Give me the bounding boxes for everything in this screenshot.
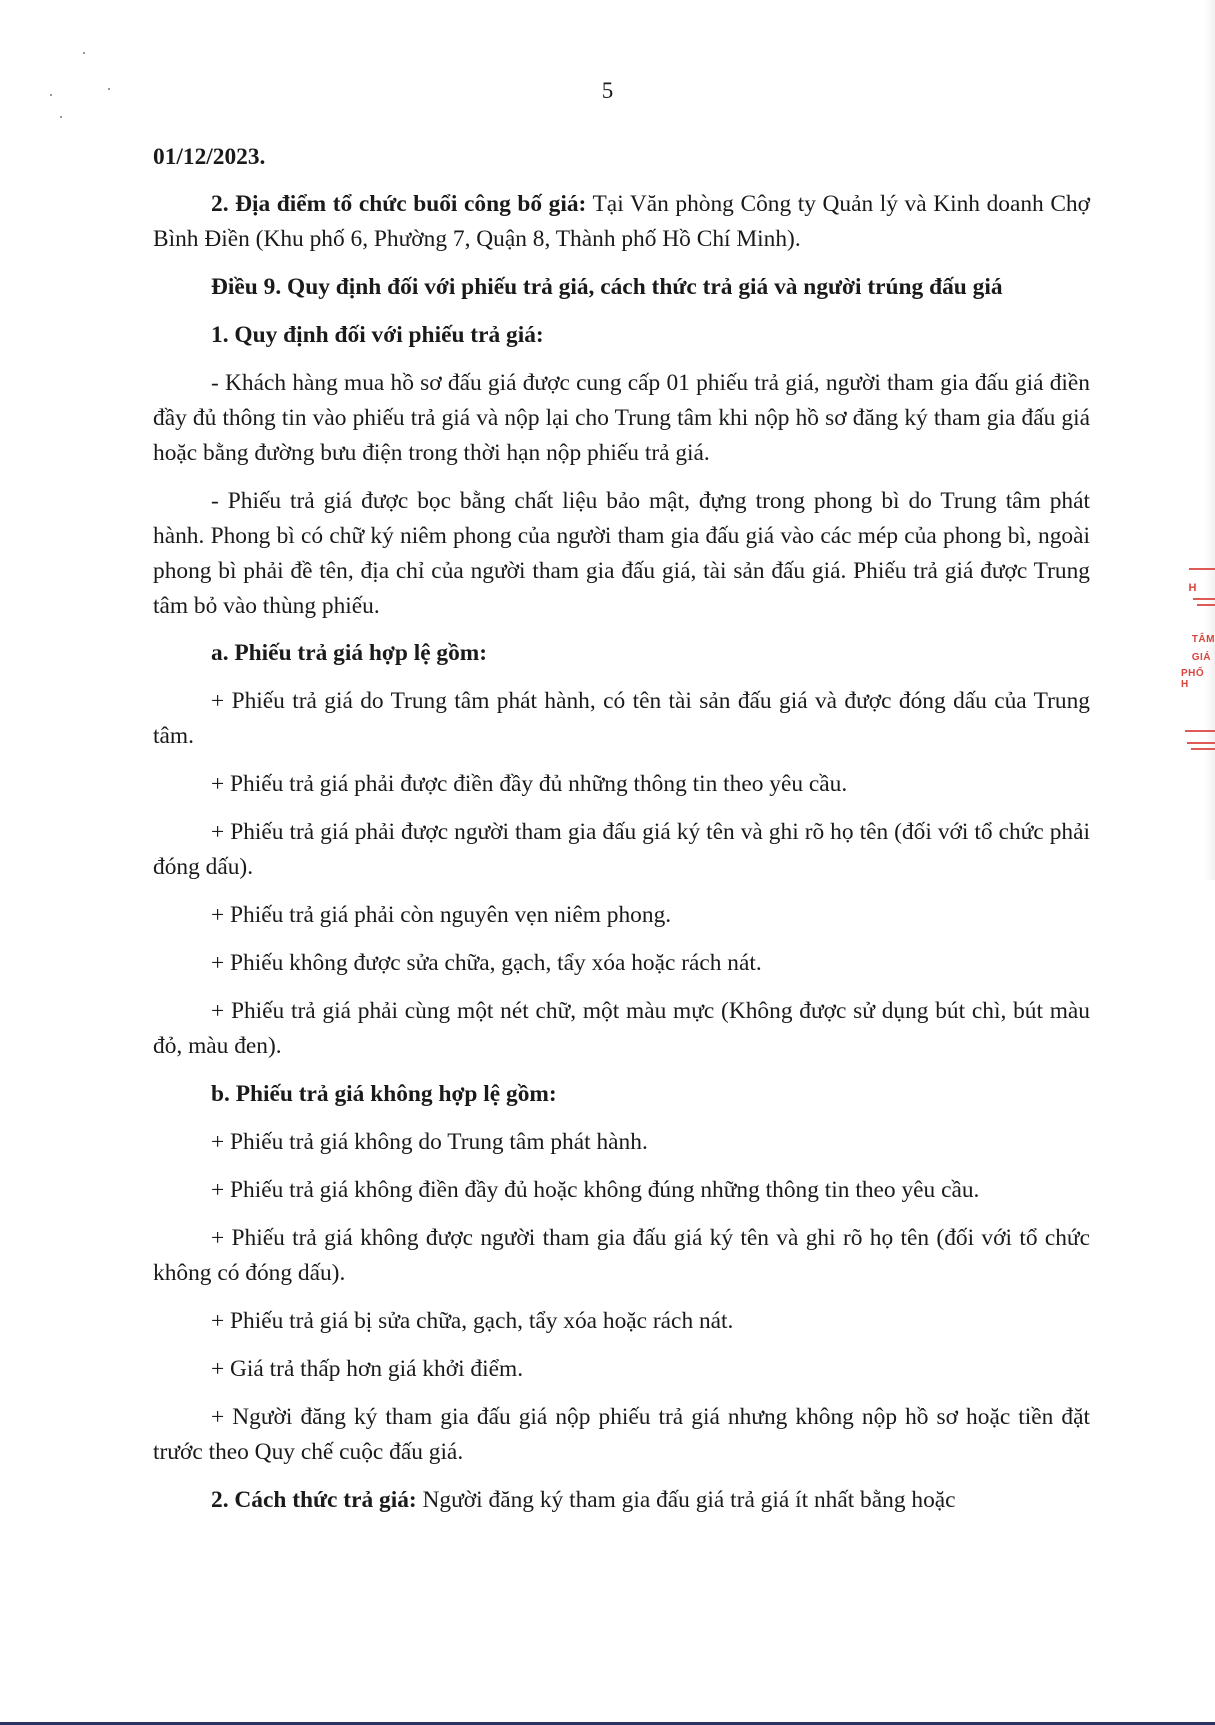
text-segment-heading: 2. Cách thức trả giá: bbox=[211, 1487, 417, 1513]
list-item bbox=[153, 1304, 1090, 1339]
paragraph-date-continuation bbox=[153, 140, 1090, 175]
text-segment: + Phiếu trả giá do Trung tâm phát hành, có tên tài sản đấu giá và được đóng dấu của Trung tâm. bbox=[153, 688, 1090, 749]
text-segment: + Phiếu trả giá bị sửa chữa, gạch, tẩy xóa hoặc rách nát. bbox=[211, 1308, 734, 1334]
stamp-line bbox=[1185, 730, 1215, 732]
list-item bbox=[153, 946, 1090, 981]
text-segment: + Phiếu trả giá phải còn nguyên vẹn niêm phong. bbox=[211, 902, 672, 928]
section-1-heading bbox=[153, 318, 1090, 353]
list-item bbox=[153, 815, 1090, 885]
text-segment: - Phiếu trả giá được bọc bằng chất liệu bảo mật, đựng trong phong bì do Trung tâm phát hành. Phong bì có chữ ký niêm phong của người tham gia đấu giá vào các mép của phong bì, ngoài phong bì phải đề tên, địa chỉ của người tham gia đấu giá, tài sản đấu giá. Phiếu trả giá được Trung tâm bỏ vào thùng phiếu. bbox=[153, 488, 1090, 619]
stamp-line bbox=[1191, 748, 1215, 750]
scan-speck bbox=[60, 116, 62, 118]
list-item bbox=[153, 1173, 1090, 1208]
list-item bbox=[153, 898, 1090, 933]
list-item bbox=[153, 1125, 1090, 1160]
subsection-a-heading bbox=[153, 636, 1090, 671]
text-segment: - Khách hàng mua hồ sơ đấu giá được cung cấp 01 phiếu trả giá, người tham gia đấu giá điền đầy đủ thông tin vào phiếu trả giá và nộp lại cho Trung tâm khi nộp hồ sơ đăng ký tham gia đấu giá hoặc bằng đường bưu điện trong thời hạn nộp phiếu trả giá. bbox=[153, 370, 1090, 466]
paragraph-bid-form-provided bbox=[153, 366, 1090, 471]
text-segment: Tại Văn phòng Công ty Quản lý và Kinh doanh Chợ Bình Điền (Khu phố 6, Phường 7, Quận 8, Thành phố Hồ Chí Minh). bbox=[153, 191, 1090, 252]
list-item bbox=[153, 994, 1090, 1064]
stamp-line bbox=[1197, 604, 1215, 606]
text-segment: + Phiếu trả giá không điền đầy đủ hoặc không đúng những thông tin theo yêu cầu. bbox=[211, 1177, 980, 1203]
stamp-text: GIÁ bbox=[1191, 652, 1211, 663]
text-segment: b. Phiếu trả giá không hợp lệ gồm: bbox=[211, 1081, 557, 1107]
text-segment: 01/12/2023. bbox=[153, 144, 266, 170]
text-segment: + Phiếu trả giá phải cùng một nét chữ, một màu mực (Không được sử dụng bút chì, bút màu đỏ, màu đen). bbox=[153, 998, 1090, 1059]
list-item bbox=[153, 767, 1090, 802]
text-segment: + Phiếu trả giá không do Trung tâm phát hành. bbox=[211, 1129, 648, 1155]
text-segment-heading: 2. Địa điểm tổ chức buổi công bố giá: bbox=[211, 191, 587, 217]
text-segment: + Giá trả thấp hơn giá khởi điểm. bbox=[211, 1356, 524, 1382]
text-segment: + Người đăng ký tham gia đấu giá nộp phiếu trả giá nhưng không nộp hồ sơ hoặc tiền đặt trước theo Quy chế cuộc đấu giá. bbox=[153, 1404, 1090, 1465]
stamp-text: H bbox=[1188, 582, 1197, 594]
text-segment: + Phiếu trả giá phải được điền đầy đủ những thông tin theo yêu cầu. bbox=[211, 771, 848, 797]
text-segment: + Phiếu trả giá không được người tham gia đấu giá ký tên và ghi rõ họ tên (đối với tổ chức không có đóng dấu). bbox=[153, 1225, 1090, 1286]
list-item bbox=[153, 1400, 1090, 1470]
paragraph-bid-form-envelope bbox=[153, 484, 1090, 624]
article-9-heading bbox=[153, 270, 1090, 305]
stamp-line bbox=[1189, 568, 1215, 570]
page-number: 5 bbox=[601, 78, 614, 103]
text-segment: + Phiếu trả giá phải được người tham gia đấu giá ký tên và ghi rõ họ tên (đối với tổ chức phải đóng dấu). bbox=[153, 819, 1090, 880]
red-stamp-fragment bbox=[1181, 560, 1215, 770]
stamp-line bbox=[1193, 598, 1215, 600]
document-body bbox=[153, 140, 1090, 1518]
text-segment: 1. Quy định đối với phiếu trả giá: bbox=[211, 322, 544, 348]
text-segment: + Phiếu không được sửa chữa, gạch, tẩy xóa hoặc rách nát. bbox=[211, 950, 762, 976]
list-item bbox=[153, 684, 1090, 754]
text-segment: a. Phiếu trả giá hợp lệ gồm: bbox=[211, 640, 488, 666]
text-segment: Điều 9. Quy định đối với phiếu trả giá, cách thức trả giá và người trúng đấu giá bbox=[211, 274, 1003, 300]
list-item bbox=[153, 1221, 1090, 1291]
paragraph-venue bbox=[153, 187, 1090, 257]
scan-speck bbox=[83, 52, 85, 54]
section-2-heading bbox=[153, 1483, 1090, 1518]
list-item bbox=[153, 1352, 1090, 1387]
stamp-text: PHỐ H bbox=[1181, 668, 1205, 690]
stamp-text: TÂM bbox=[1191, 634, 1215, 645]
text-segment: Người đăng ký tham gia đấu giá trả giá ít nhất bằng hoặc bbox=[416, 1487, 956, 1513]
stamp-line bbox=[1187, 742, 1215, 744]
subsection-b-heading bbox=[153, 1077, 1090, 1112]
